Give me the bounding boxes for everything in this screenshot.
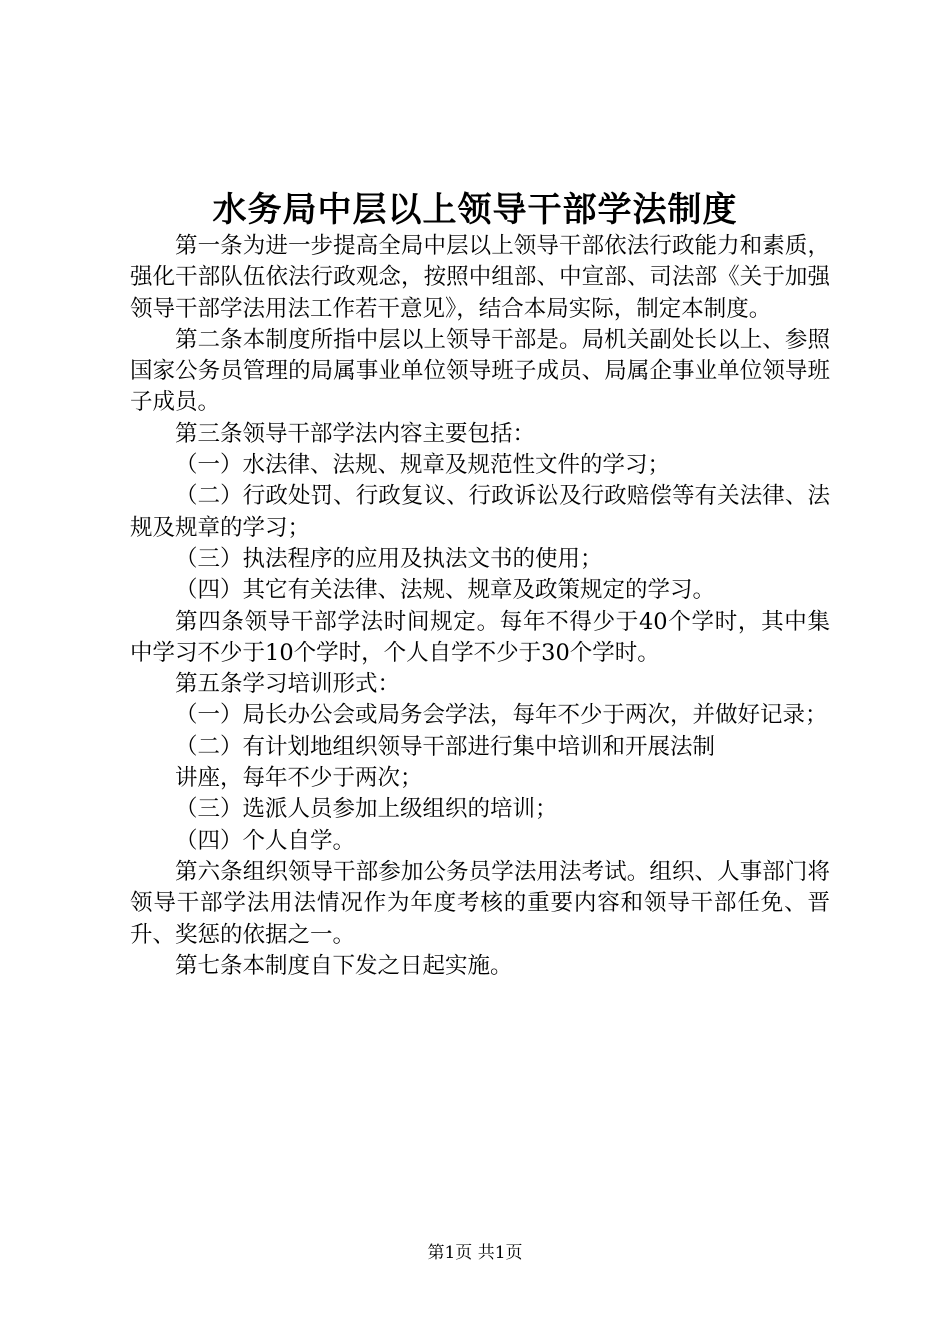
- article-5-item-2-continued: 讲座，每年不少于两次；: [175, 765, 423, 792]
- article-3-item-1: （一）水法律、法规、规章及规范性文件的学习；: [175, 452, 671, 479]
- article-3: 第三条领导干部学法内容主要包括：: [175, 420, 536, 447]
- article-6: 第六条组织领导干部参加公务员学法用法考试。组织、人事部门将领导干部学法用法情况作为年度考核的重要内容和领导干部任免、晋升、奖惩的依据之一。: [130, 858, 830, 948]
- article-3-item-3: （三）执法程序的应用及执法文书的使用；: [175, 545, 603, 572]
- article-4: 第四条领导干部学法时间规定。每年不得少于40个学时，其中集中学习不少于10个学时，个人自学不少于30个学时。: [130, 608, 830, 666]
- article-3-item-2: （二）行政处罚、行政复议、行政诉讼及行政赔偿等有关法律、法规及规章的学习；: [130, 483, 830, 541]
- article-2: 第二条本制度所指中层以上领导干部是。局机关副处长以上、参照国家公务员管理的局属事业单位领导班子成员、局属企事业单位领导班子成员。: [130, 326, 830, 416]
- document-body: [130, 231, 830, 982]
- article-1: 第一条为进一步提高全局中层以上领导干部依法行政能力和素质，强化干部队伍依法行政观念，按照中组部、中宣部、司法部《关于加强领导干部学法用法工作若干意见》，结合本局实际，制定本制度。: [130, 233, 830, 322]
- document-title: 水务局中层以上领导干部学法制度: [212, 190, 738, 230]
- article-5-item-1: （一）局长办公会或局务会学法，每年不少于两次，并做好记录；: [175, 702, 828, 729]
- article-7: 第七条本制度自下发之日起实施。: [175, 952, 513, 979]
- article-5-item-4: （四）个人自学。: [175, 827, 356, 854]
- article-5: 第五条学习培训形式：: [175, 671, 401, 698]
- page-footer: 第1页 共1页: [427, 1243, 523, 1263]
- article-5-item-2: （二）有计划地组织领导干部进行集中培训和开展法制: [175, 733, 716, 760]
- article-5-item-3: （三）选派人员参加上级组织的培训；: [175, 796, 558, 823]
- article-3-item-4: （四）其它有关法律、法规、规章及政策规定的学习。: [175, 577, 716, 604]
